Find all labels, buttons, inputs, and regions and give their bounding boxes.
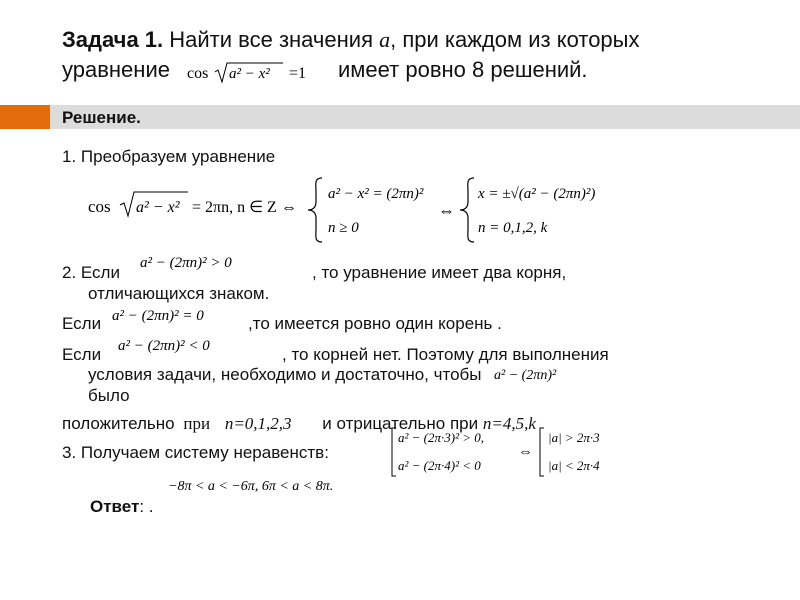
step2-if: 2. Если	[62, 263, 120, 282]
inline-eq-rad: a² − x²	[229, 66, 270, 82]
sys2-a: x = ±√(a² − (2πn)²)	[478, 186, 596, 202]
answer-line	[90, 496, 154, 517]
task-number: 1.	[144, 27, 164, 52]
task-title-line2	[62, 56, 170, 84]
ineq-a: a² − (2π·3)² > 0,	[398, 430, 485, 445]
condition-line: условия задачи, необходимо и достаточно, чтобы	[88, 365, 482, 384]
task-label: Задача	[62, 27, 145, 52]
answer-label: Ответ	[90, 497, 140, 516]
inline-eq-rhs: =1	[289, 65, 307, 82]
if-zero-rest: ,то имеется ровно один корень .	[248, 314, 502, 333]
n-values-neg: n=4,5,k	[482, 414, 536, 433]
if-neg-start: Если	[62, 345, 102, 364]
res-b: |a| < 2π·4	[548, 458, 600, 473]
answer-formula: −8π < a < −6π, 6π < a < 8π.	[168, 479, 334, 494]
res-a: |a| > 2π·3	[548, 430, 600, 445]
var-a: a	[379, 27, 391, 52]
task-text-end: , при каждом из которых	[390, 27, 640, 52]
pri-word: при	[183, 414, 211, 433]
negative-phrase: и отрицательно при	[322, 414, 479, 433]
system-formula	[82, 170, 622, 250]
step2-rest: , то уравнение имеет два корня,	[312, 263, 567, 282]
sys-cos: cos	[88, 197, 111, 216]
task-title-line1	[62, 26, 639, 54]
sys2-b: n = 0,1,2, k	[478, 220, 548, 236]
inline-equation	[185, 58, 325, 86]
ineq-iff: ⇔	[518, 444, 533, 460]
sys-iff: ⇔	[438, 201, 455, 220]
ineq-b: a² − (2π·4)² < 0	[398, 458, 481, 473]
answer-rest: : .	[139, 497, 154, 516]
if-zero-start: Если	[62, 314, 102, 333]
task-text-uravnenie: уравнение	[62, 57, 170, 82]
n-values-pos: n=0,1,2,3	[224, 414, 292, 433]
sys1-a: a² − x² = (2πn)²	[328, 186, 424, 202]
step3-text: 3. Получаем систему неравенств:	[62, 443, 329, 462]
sys-eq-2pin: = 2πn, n ∈ Z ⇔	[192, 199, 297, 216]
step1-text: 1. Преобразуем уравнение	[62, 147, 276, 166]
solution-heading: Решение.	[62, 108, 141, 127]
ghost-formula: a² − (2πn)²	[494, 368, 557, 383]
cond-zero-formula: a² − (2πn)² = 0	[112, 308, 204, 324]
sys-radicand: a² − x²	[136, 199, 180, 216]
sys1-b: n ≥ 0	[328, 220, 359, 236]
bylo-text: было	[88, 386, 130, 405]
accent-bar	[0, 105, 50, 129]
solution-header-bar	[50, 105, 800, 129]
cond-pos-formula: a² − (2πn)² > 0	[140, 255, 232, 271]
task-text: Найти все значения	[163, 27, 380, 52]
step2-line2: отличающихся знаком.	[88, 284, 270, 303]
if-neg-rest: , то корней нет. Поэтому для выполнения	[282, 345, 609, 364]
cond-neg-formula: a² − (2πn)² < 0	[118, 338, 210, 354]
task-title-line2-end	[338, 56, 588, 84]
inline-eq-cos: cos	[187, 65, 209, 82]
inequality-system	[382, 424, 642, 480]
task-text-end2: имеет ровно 8 решений.	[338, 57, 588, 82]
positive-word: положительно	[62, 414, 175, 433]
